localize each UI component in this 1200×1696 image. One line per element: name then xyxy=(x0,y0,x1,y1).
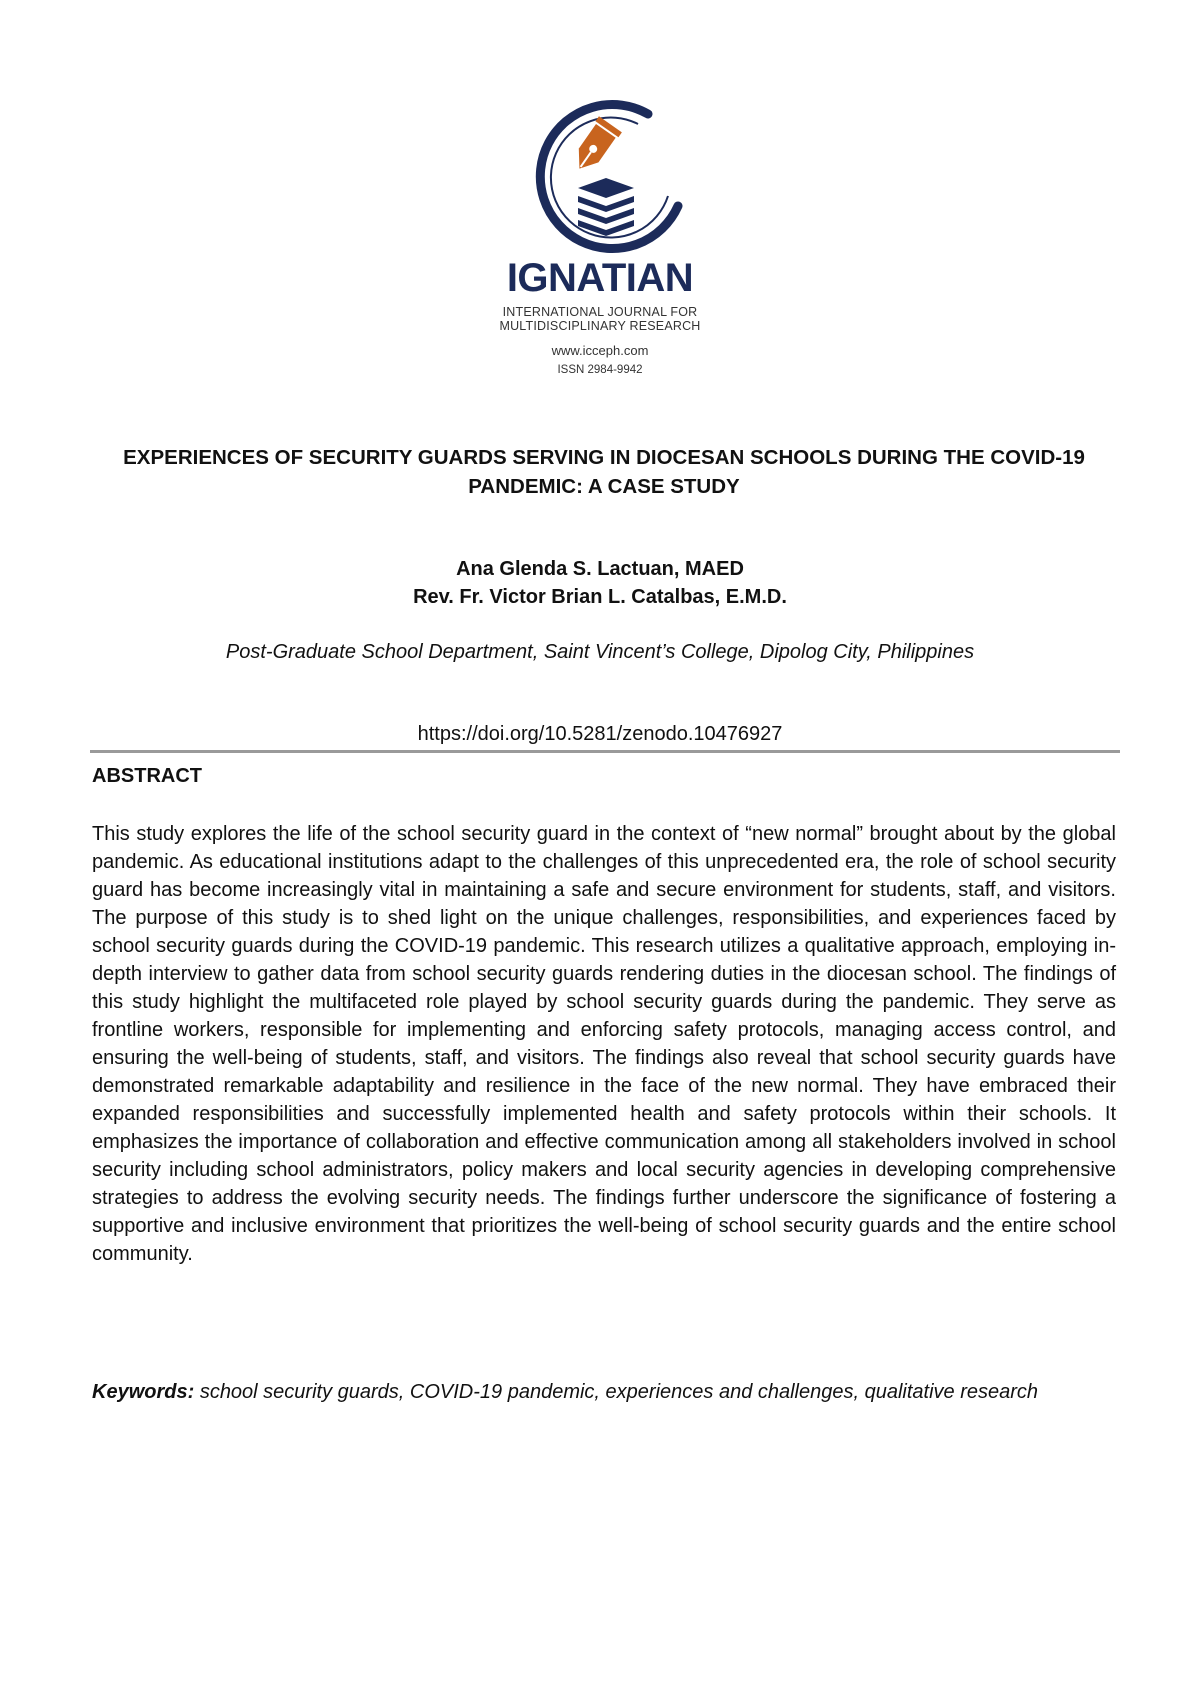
abstract-body: This study explores the life of the school security guard in the context of “new normal” brought about by the global pandemic. As educational institutions adapt to the challenges of this unprecedented era, the role of school security guard has become increasingly vital in maintaining a safe and secure environment for students, staff, and visitors. The purpose of this study is to shed light on the unique challenges, responsibilities, and experiences faced by school security guards during the COVID-19 pandemic. This research utilizes a qualitative approach, employing in-depth interview to gather data from school security guards rendering duties in the diocesan school. The findings of this study highlight the multifaceted role played by school security guards during the pandemic. They serve as frontline workers, responsible for implementing and enforcing safety protocols, managing access control, and ensuring the well-being of students, staff, and visitors. The findings also reveal that school security guards have demonstrated remarkable adaptability and resilience in the face of the new normal. They have embraced their expanded responsibilities and successfully implemented health and safety protocols within their schools. It emphasizes the importance of collaboration and effective communication among all stakeholders involved in school security including school administrators, policy makers and local security agencies in developing comprehensive strategies to address the evolving security needs. The findings further underscore the significance of fostering a supportive and inclusive environment that prioritizes the well-being of school security guards and the entire school community. xyxy=(92,823,1116,1265)
journal-website: www.icceph.com xyxy=(551,343,649,358)
journal-logo-emblem xyxy=(528,96,688,261)
paper-title: EXPERIENCES OF SECURITY GUARDS SERVING IN DIOCESAN SCHOOLS DURING THE COVID-19 PANDEMIC: A CASE STUDY xyxy=(123,446,1085,498)
author-name: Rev. Fr. Victor Brian L. Catalbas, E.M.D. xyxy=(413,586,787,608)
doi-link[interactable]: https://doi.org/10.5281/zenodo.10476927 xyxy=(417,723,783,745)
keywords-paragraph xyxy=(92,1378,1116,1406)
section-divider xyxy=(90,750,1120,753)
journal-subtitle-line2: MULTIDISCIPLINARY RESEARCH xyxy=(499,319,701,333)
journal-issn: ISSN 2984-9942 xyxy=(557,364,643,376)
author-name: Ana Glenda S. Lactuan, MAED xyxy=(456,558,744,580)
author-affiliation: Post-Graduate School Department, Saint Vincent’s College, Dipolog City, Philippines xyxy=(225,641,975,663)
journal-name: IGNATIAN xyxy=(506,256,694,300)
journal-subtitle-line1: INTERNATIONAL JOURNAL FOR xyxy=(502,305,698,319)
abstract-heading: ABSTRACT xyxy=(92,765,202,787)
author-list xyxy=(0,555,1200,611)
keywords-list: school security guards, COVID-19 pandemic, experiences and challenges, qualitative research xyxy=(199,1381,1039,1403)
keywords-label: Keywords: xyxy=(92,1381,195,1403)
